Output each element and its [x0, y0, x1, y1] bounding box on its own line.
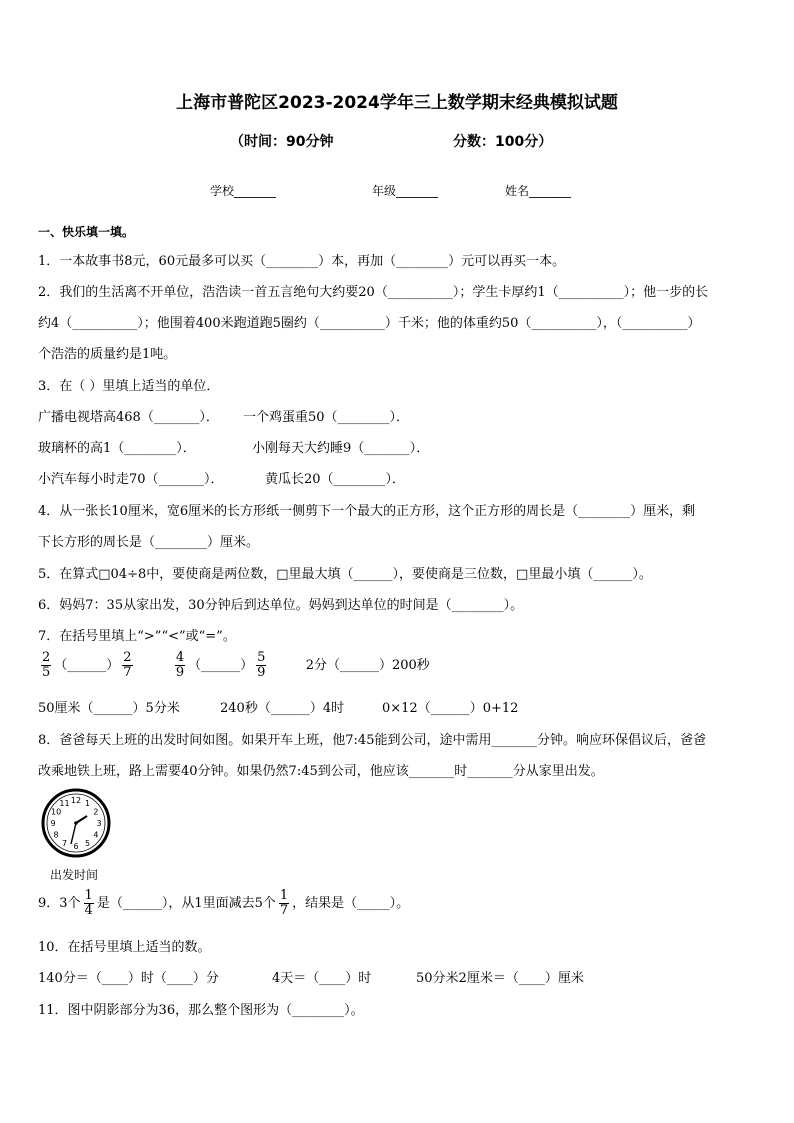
clock-numeral: 9 [50, 819, 56, 828]
fraction: $\frac{2}{7}$ [123, 650, 132, 680]
question-2-line-1: 2．我们的生活离不开单位，浩浩读一首五言绝句大约要20（__________）；学生卡厚约1（__________）；他一步的长 [38, 285, 709, 300]
question-1: 1．一本故事书8元，60元最多可以买（________）本，再加（________）元可以再买一本。 [38, 254, 566, 269]
question-5: 5．在算式□04÷8中，要使商是两位数，□里最大填（______），要使商是三位数，□里最小填（______）。 [38, 567, 652, 582]
question-3-item: 小刚每天大约睡9（_______）． [252, 441, 430, 456]
question-7-row-2: 50厘米（______）5分米 [38, 701, 180, 716]
question-3-item: 黄瓜长20（________）． [265, 472, 406, 487]
clock-numeral: 10 [51, 807, 62, 817]
clock-numeral: 6 [73, 842, 79, 851]
name-field: 姓名_______ [505, 184, 572, 198]
clock-caption: 出发时间 [50, 868, 99, 882]
fraction: $\frac{2}{5}$ [42, 650, 51, 680]
question-2-line-2: 约4（__________）；他围着400米跑道跑5圈约（__________）千米；他的体重约50（__________），（__________） [38, 316, 701, 331]
clock-numeral: 1 [84, 799, 91, 809]
fraction: $\frac{4}{9}$ [175, 650, 185, 680]
exam-score: 分数：100分） [453, 134, 553, 150]
question-10-item: 50分米2厘米＝（____）厘米 [416, 971, 584, 986]
school-field: 学校_______ [210, 184, 277, 198]
question-3-item: 一个鸡蛋重50（________）． [243, 410, 410, 425]
clock-numeral: 2 [93, 807, 99, 817]
question-3-item: 广播电视塔高468（_______）． [38, 410, 219, 425]
fraction: $\frac{1}{4}$ [84, 888, 93, 918]
question-8-line-2: 改乘地铁上班，路上需要40分钟。如果仍然7:45到公司，他应该_______时_______分从家里出发。 [38, 764, 604, 779]
question-3-item: 玻璃杯的高1（________）． [38, 441, 196, 456]
fraction: $\frac{5}{9}$ [257, 650, 266, 680]
question-10-item: 4天＝（____）时 [272, 971, 372, 986]
question-10: 10．在括号里填上适当的数。 [38, 940, 211, 955]
clock-numeral: 12 [70, 796, 82, 805]
question-10-item: 140分＝（____）时（____）分 [38, 971, 219, 986]
page-title: 上海市普陀区2023-2024学年三上数学期末经典模拟试题 [176, 93, 618, 113]
exam-time: （时间：90分钟 [230, 134, 334, 150]
fraction: $\frac{1}{7}$ [279, 888, 289, 918]
grade-field: 年级_______ [372, 184, 439, 198]
question-7: 7．在括号里填上“>”“<”或“=”。 [38, 629, 236, 644]
question-2-line-3: 个浩浩的质量约是1吨。 [38, 347, 177, 362]
question-7-row-2: 240秒（______）4时 [220, 701, 345, 716]
clock-icon [40, 787, 112, 863]
section-heading: 一、快乐填一填。 [38, 225, 135, 239]
clock-numeral: 4 [93, 830, 99, 840]
question-11: 11．图中阴影部分为36，那么整个图形为（________）。 [38, 1003, 364, 1018]
question-3-item: 小汽车每小时走70（_______）． [38, 472, 224, 487]
clock-numeral: 7 [61, 838, 68, 848]
question-4-line-2: 下长方形的周长是（________）厘米。 [38, 535, 260, 550]
clock-numeral: 8 [53, 830, 59, 840]
question-9: 9．3个 $\frac{1}{4}$ 是（______），从1里面减去5个 $\frac{1}{7}$ ，结果是（_____）。 [38, 888, 410, 918]
question-8-line-1: 8．爸爸每天上班的出发时间如图。如果开车上班，他7:45能到公司，途中需用_______分钟。响应环保倡议后，爸爸 [38, 733, 706, 748]
question-3: 3．在（ ）里填上适当的单位． [38, 379, 220, 394]
question-7-row-2: 0×12（______）0+12 [382, 701, 519, 716]
clock-numeral: 11 [59, 799, 70, 809]
question-6: 6．妈妈7：35从家出发，30分钟后到达单位。妈妈到达单位的时间是（________）。 [38, 598, 524, 613]
clock-numeral: 3 [96, 819, 102, 828]
clock-numeral: 5 [84, 838, 91, 848]
question-7-row-1: $\frac{2}{5}$ （______） $\frac{2}{7}$ $\frac{4}{9}$ （______） $\frac{5}{9}$ 2分（______）200秒 [42, 650, 430, 680]
question-4-line-1: 4．从一张长10厘米，宽6厘米的长方形纸一侧剪下一个最大的正方形，这个正方形的周长是（________）厘米，剩 [38, 504, 696, 519]
